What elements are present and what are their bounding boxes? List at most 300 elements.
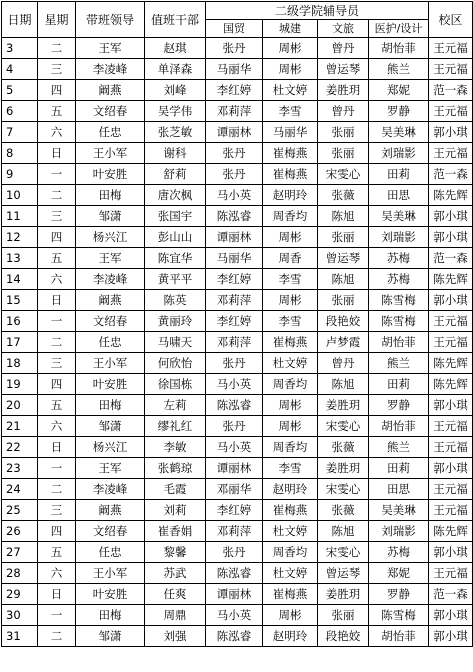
- yihu-cell: 吴美琳: [369, 206, 429, 227]
- lead-cell: 王军: [76, 458, 145, 479]
- duty-cell: 吴学伟: [145, 101, 206, 122]
- guomao-cell: 李红婷: [206, 269, 263, 290]
- weekday-cell: 二: [38, 626, 76, 647]
- duty-schedule-table: [1, 1, 473, 647]
- header-weekday: 星期: [38, 2, 76, 38]
- table-row: [2, 437, 473, 458]
- campus-cell: 王元福: [429, 437, 473, 458]
- wenlv-cell: 陈旭: [318, 269, 369, 290]
- guomao-cell: 马丽华: [206, 59, 263, 80]
- lead-cell: 叶安胜: [76, 374, 145, 395]
- weekday-cell: 二: [38, 185, 76, 206]
- date-cell: 22: [2, 437, 38, 458]
- date-cell: 23: [2, 458, 38, 479]
- date-cell: 10: [2, 185, 38, 206]
- wenlv-cell: 曾运琴: [318, 248, 369, 269]
- yihu-cell: 胡怡菲: [369, 626, 429, 647]
- header-chengjian: 城建: [263, 20, 318, 38]
- campus-cell: 王元福: [429, 59, 473, 80]
- weekday-cell: 五: [38, 248, 76, 269]
- lead-cell: 任忠: [76, 332, 145, 353]
- table-row: [2, 185, 473, 206]
- yihu-cell: 罗静: [369, 584, 429, 605]
- chengjian-cell: 杜文婷: [263, 563, 318, 584]
- chengjian-cell: 周彬: [263, 59, 318, 80]
- duty-cell: 陈英: [145, 290, 206, 311]
- lead-cell: 田梅: [76, 395, 145, 416]
- campus-cell: 陈先辉: [429, 374, 473, 395]
- weekday-cell: 四: [38, 80, 76, 101]
- lead-cell: 任忠: [76, 122, 145, 143]
- date-cell: 6: [2, 101, 38, 122]
- lead-cell: 王小军: [76, 563, 145, 584]
- campus-cell: 王元福: [429, 143, 473, 164]
- table-row: [2, 500, 473, 521]
- weekday-cell: 五: [38, 395, 76, 416]
- campus-cell: 王元福: [429, 101, 473, 122]
- wenlv-cell: 陈旭: [318, 206, 369, 227]
- date-cell: 29: [2, 584, 38, 605]
- yihu-cell: 刘瑞影: [369, 227, 429, 248]
- table-row: [2, 290, 473, 311]
- yihu-cell: 吴美琳: [369, 500, 429, 521]
- campus-cell: 郭小琪: [429, 290, 473, 311]
- wenlv-cell: 张丽: [318, 143, 369, 164]
- yihu-cell: 苏梅: [369, 269, 429, 290]
- yihu-cell: 田莉: [369, 458, 429, 479]
- campus-cell: 郭小琪: [429, 542, 473, 563]
- lead-cell: 叶安胜: [76, 584, 145, 605]
- campus-cell: 范一森: [429, 248, 473, 269]
- guomao-cell: 陈泓睿: [206, 563, 263, 584]
- table-row: [2, 479, 473, 500]
- weekday-cell: 六: [38, 269, 76, 290]
- lead-cell: 李凌峰: [76, 269, 145, 290]
- date-cell: 13: [2, 248, 38, 269]
- campus-cell: 王元福: [429, 479, 473, 500]
- chengjian-cell: 周彬: [263, 605, 318, 626]
- lead-cell: 阚燕: [76, 290, 145, 311]
- lead-cell: 田梅: [76, 605, 145, 626]
- yihu-cell: 吴美琳: [369, 122, 429, 143]
- guomao-cell: 马小英: [206, 185, 263, 206]
- lead-cell: 叶安胜: [76, 164, 145, 185]
- chengjian-cell: 周彬: [263, 395, 318, 416]
- campus-cell: 郭小琪: [429, 227, 473, 248]
- campus-cell: 范一森: [429, 164, 473, 185]
- guomao-cell: 邓莉萍: [206, 521, 263, 542]
- table-row: [2, 458, 473, 479]
- date-cell: 31: [2, 626, 38, 647]
- chengjian-cell: 周香: [263, 248, 318, 269]
- duty-cell: 张鹤琼: [145, 458, 206, 479]
- lead-cell: 杨兴江: [76, 227, 145, 248]
- guomao-cell: 陈泓睿: [206, 395, 263, 416]
- campus-cell: 陈先辉: [429, 521, 473, 542]
- date-cell: 7: [2, 122, 38, 143]
- duty-cell: 单泽森: [145, 59, 206, 80]
- yihu-cell: 田思: [369, 185, 429, 206]
- date-cell: 3: [2, 38, 38, 59]
- date-cell: 25: [2, 500, 38, 521]
- yihu-cell: 陈雪梅: [369, 290, 429, 311]
- guomao-cell: 张丹: [206, 542, 263, 563]
- yihu-cell: 胡怡菲: [369, 38, 429, 59]
- yihu-cell: 熊兰: [369, 437, 429, 458]
- date-cell: 16: [2, 311, 38, 332]
- wenlv-cell: 曾丹: [318, 353, 369, 374]
- wenlv-cell: 曾运琴: [318, 563, 369, 584]
- date-cell: 5: [2, 80, 38, 101]
- duty-cell: 刘峰: [145, 80, 206, 101]
- lead-cell: 邹潇: [76, 416, 145, 437]
- duty-cell: 彭山山: [145, 227, 206, 248]
- lead-cell: 文绍春: [76, 311, 145, 332]
- duty-cell: 左莉: [145, 395, 206, 416]
- header-counselor-group: 二级学院辅导员: [206, 2, 429, 20]
- campus-cell: 王元福: [429, 311, 473, 332]
- duty-cell: 唐次枫: [145, 185, 206, 206]
- guomao-cell: 谭丽林: [206, 227, 263, 248]
- campus-cell: 王元福: [429, 38, 473, 59]
- wenlv-cell: 张薇: [318, 500, 369, 521]
- guomao-cell: 马小英: [206, 605, 263, 626]
- date-cell: 12: [2, 227, 38, 248]
- wenlv-cell: 曾运琴: [318, 59, 369, 80]
- duty-cell: 刘莉: [145, 500, 206, 521]
- duty-cell: 徐国栋: [145, 374, 206, 395]
- campus-cell: 范一森: [429, 584, 473, 605]
- weekday-cell: 日: [38, 437, 76, 458]
- header-wenlv: 文旅: [318, 20, 369, 38]
- wenlv-cell: 姜胜玥: [318, 395, 369, 416]
- weekday-cell: 三: [38, 353, 76, 374]
- weekday-cell: 日: [38, 143, 76, 164]
- duty-cell: 黎馨: [145, 542, 206, 563]
- lead-cell: 王军: [76, 38, 145, 59]
- duty-cell: 黄平平: [145, 269, 206, 290]
- chengjian-cell: 马丽华: [263, 122, 318, 143]
- table-row: [2, 101, 473, 122]
- chengjian-cell: 周香均: [263, 437, 318, 458]
- chengjian-cell: 赵明玲: [263, 626, 318, 647]
- table-row: [2, 584, 473, 605]
- header-guomao: 国贸: [206, 20, 263, 38]
- weekday-cell: 二: [38, 332, 76, 353]
- table-row: [2, 143, 473, 164]
- date-cell: 21: [2, 416, 38, 437]
- chengjian-cell: 赵明玲: [263, 185, 318, 206]
- campus-cell: 郭小琪: [429, 206, 473, 227]
- table-row: [2, 542, 473, 563]
- date-cell: 8: [2, 143, 38, 164]
- guomao-cell: 李红婷: [206, 500, 263, 521]
- yihu-cell: 陈雪梅: [369, 311, 429, 332]
- guomao-cell: 张丹: [206, 143, 263, 164]
- duty-cell: 缪礼红: [145, 416, 206, 437]
- table-row: [2, 269, 473, 290]
- duty-cell: 赵琪: [145, 38, 206, 59]
- lead-cell: 文绍春: [76, 521, 145, 542]
- yihu-cell: 田思: [369, 479, 429, 500]
- wenlv-cell: 张丽: [318, 605, 369, 626]
- yihu-cell: 郑妮: [369, 80, 429, 101]
- lead-cell: 田梅: [76, 185, 145, 206]
- yihu-cell: 刘瑞影: [369, 143, 429, 164]
- guomao-cell: 李红婷: [206, 311, 263, 332]
- campus-cell: 陈先辉: [429, 353, 473, 374]
- campus-cell: 王元福: [429, 332, 473, 353]
- header-lead: 带班领导: [76, 2, 145, 38]
- table-row: [2, 416, 473, 437]
- guomao-cell: 马小英: [206, 374, 263, 395]
- chengjian-cell: 周彬: [263, 227, 318, 248]
- weekday-cell: 二: [38, 479, 76, 500]
- date-cell: 19: [2, 374, 38, 395]
- weekday-cell: 三: [38, 206, 76, 227]
- date-cell: 30: [2, 605, 38, 626]
- table-row: [2, 374, 473, 395]
- chengjian-cell: 崔梅燕: [263, 164, 318, 185]
- chengjian-cell: 赵明玲: [263, 479, 318, 500]
- weekday-cell: 一: [38, 311, 76, 332]
- yihu-cell: 田莉: [369, 164, 429, 185]
- wenlv-cell: 张薇: [318, 437, 369, 458]
- chengjian-cell: 周彬: [263, 290, 318, 311]
- guomao-cell: 谭丽林: [206, 458, 263, 479]
- chengjian-cell: 李雪: [263, 269, 318, 290]
- weekday-cell: 一: [38, 605, 76, 626]
- guomao-cell: 陈泓睿: [206, 206, 263, 227]
- chengjian-cell: 杜文婷: [263, 80, 318, 101]
- wenlv-cell: 张丽: [318, 122, 369, 143]
- chengjian-cell: 周彬: [263, 38, 318, 59]
- table-row: [2, 521, 473, 542]
- yihu-cell: 田莉: [369, 374, 429, 395]
- lead-cell: 任忠: [76, 542, 145, 563]
- guomao-cell: 邓莉萍: [206, 290, 263, 311]
- yihu-cell: 陈雪梅: [369, 605, 429, 626]
- wenlv-cell: 宋雯心: [318, 479, 369, 500]
- wenlv-cell: 宋雯心: [318, 542, 369, 563]
- date-cell: 18: [2, 353, 38, 374]
- date-cell: 27: [2, 542, 38, 563]
- guomao-cell: 邓莉萍: [206, 101, 263, 122]
- weekday-cell: 五: [38, 542, 76, 563]
- duty-cell: 张国宇: [145, 206, 206, 227]
- chengjian-cell: 李雪: [263, 101, 318, 122]
- guomao-cell: 张丹: [206, 164, 263, 185]
- chengjian-cell: 崔梅燕: [263, 332, 318, 353]
- weekday-cell: 三: [38, 500, 76, 521]
- campus-cell: 王元福: [429, 563, 473, 584]
- weekday-cell: 一: [38, 458, 76, 479]
- duty-cell: 舒莉: [145, 164, 206, 185]
- chengjian-cell: 周香均: [263, 374, 318, 395]
- duty-cell: 周鼎: [145, 605, 206, 626]
- lead-cell: 王小军: [76, 353, 145, 374]
- wenlv-cell: 姜胜玥: [318, 584, 369, 605]
- wenlv-cell: 张薇: [318, 185, 369, 206]
- yihu-cell: 熊兰: [369, 353, 429, 374]
- header-date: 日期: [2, 2, 38, 38]
- chengjian-cell: 崔梅燕: [263, 143, 318, 164]
- table-row: [2, 206, 473, 227]
- table-row: [2, 248, 473, 269]
- lead-cell: 杨兴江: [76, 437, 145, 458]
- campus-cell: 郭小琪: [429, 395, 473, 416]
- table-row: [2, 605, 473, 626]
- date-cell: 24: [2, 479, 38, 500]
- weekday-cell: 四: [38, 227, 76, 248]
- date-cell: 17: [2, 332, 38, 353]
- wenlv-cell: 段艳姣: [318, 311, 369, 332]
- lead-cell: 阚燕: [76, 500, 145, 521]
- date-cell: 28: [2, 563, 38, 584]
- wenlv-cell: 曾丹: [318, 101, 369, 122]
- wenlv-cell: 段艳姣: [318, 626, 369, 647]
- wenlv-cell: 曾丹: [318, 38, 369, 59]
- table-row: [2, 80, 473, 101]
- table-row: [2, 122, 473, 143]
- yihu-cell: 罗静: [369, 101, 429, 122]
- weekday-cell: 六: [38, 416, 76, 437]
- weekday-cell: 日: [38, 584, 76, 605]
- duty-cell: 毛霞: [145, 479, 206, 500]
- weekday-cell: 日: [38, 290, 76, 311]
- guomao-cell: 张丹: [206, 416, 263, 437]
- weekday-cell: 四: [38, 521, 76, 542]
- duty-cell: 苏武: [145, 563, 206, 584]
- guomao-cell: 陈泓睿: [206, 626, 263, 647]
- yihu-cell: 熊兰: [369, 59, 429, 80]
- yihu-cell: 罗静: [369, 395, 429, 416]
- campus-cell: 陈先辉: [429, 185, 473, 206]
- weekday-cell: 一: [38, 164, 76, 185]
- wenlv-cell: 陈旭: [318, 521, 369, 542]
- chengjian-cell: 崔梅燕: [263, 500, 318, 521]
- campus-cell: 王元福: [429, 500, 473, 521]
- weekday-cell: 五: [38, 101, 76, 122]
- chengjian-cell: 崔梅燕: [263, 584, 318, 605]
- lead-cell: 王军: [76, 248, 145, 269]
- guomao-cell: 李红婷: [206, 80, 263, 101]
- campus-cell: 范一森: [429, 80, 473, 101]
- guomao-cell: 邓莉萍: [206, 332, 263, 353]
- header-duty: 值班干部: [145, 2, 206, 38]
- date-cell: 26: [2, 521, 38, 542]
- campus-cell: 王元福: [429, 416, 473, 437]
- chengjian-cell: 周香均: [263, 542, 318, 563]
- table-row: [2, 164, 473, 185]
- date-cell: 14: [2, 269, 38, 290]
- duty-cell: 何欣怡: [145, 353, 206, 374]
- lead-cell: 邹潇: [76, 206, 145, 227]
- wenlv-cell: 张丽: [318, 227, 369, 248]
- wenlv-cell: 宋雯心: [318, 416, 369, 437]
- duty-cell: 黄丽玲: [145, 311, 206, 332]
- table-row: [2, 332, 473, 353]
- lead-cell: 文绍春: [76, 101, 145, 122]
- lead-cell: 邹潇: [76, 626, 145, 647]
- duty-cell: 任爽: [145, 584, 206, 605]
- yihu-cell: 胡怡菲: [369, 416, 429, 437]
- duty-cell: 谢科: [145, 143, 206, 164]
- yihu-cell: 苏梅: [369, 248, 429, 269]
- guomao-cell: 张丹: [206, 353, 263, 374]
- chengjian-cell: 杜文婷: [263, 521, 318, 542]
- campus-cell: 郭小琪: [429, 122, 473, 143]
- guomao-cell: 谭丽林: [206, 122, 263, 143]
- header-yihu-sheji: 医护/设计: [369, 20, 429, 38]
- header-campus: 校区: [429, 2, 473, 38]
- guomao-cell: 谭丽林: [206, 584, 263, 605]
- duty-cell: 刘强: [145, 626, 206, 647]
- chengjian-cell: 周香均: [263, 206, 318, 227]
- guomao-cell: 马小英: [206, 437, 263, 458]
- yihu-cell: 胡怡菲: [369, 332, 429, 353]
- wenlv-cell: 姜胜玥: [318, 458, 369, 479]
- wenlv-cell: 陈旭: [318, 374, 369, 395]
- campus-cell: 郭小琪: [429, 458, 473, 479]
- date-cell: 9: [2, 164, 38, 185]
- table-row: [2, 227, 473, 248]
- table-row: [2, 59, 473, 80]
- lead-cell: 阚燕: [76, 80, 145, 101]
- lead-cell: 王小军: [76, 143, 145, 164]
- yihu-cell: 苏梅: [369, 542, 429, 563]
- lead-cell: 李凌峰: [76, 59, 145, 80]
- duty-cell: 李敏: [145, 437, 206, 458]
- chengjian-cell: 李雪: [263, 311, 318, 332]
- duty-cell: 马啸天: [145, 332, 206, 353]
- table-row: [2, 395, 473, 416]
- date-cell: 4: [2, 59, 38, 80]
- date-cell: 11: [2, 206, 38, 227]
- campus-cell: 郭小琪: [429, 605, 473, 626]
- wenlv-cell: 宋雯心: [318, 164, 369, 185]
- weekday-cell: 六: [38, 563, 76, 584]
- guomao-cell: 邓丽华: [206, 479, 263, 500]
- table-row: [2, 311, 473, 332]
- duty-cell: 陈宜华: [145, 248, 206, 269]
- weekday-cell: 三: [38, 59, 76, 80]
- guomao-cell: 张丹: [206, 38, 263, 59]
- campus-cell: 陈先辉: [429, 269, 473, 290]
- campus-cell: 郭小琪: [429, 626, 473, 647]
- weekday-cell: 六: [38, 122, 76, 143]
- yihu-cell: 刘瑞影: [369, 521, 429, 542]
- schedule-body: [2, 38, 473, 647]
- wenlv-cell: 姜胜玥: [318, 80, 369, 101]
- yihu-cell: 郑妮: [369, 563, 429, 584]
- table-row: [2, 353, 473, 374]
- duty-cell: 张芝敏: [145, 122, 206, 143]
- wenlv-cell: 卢梦霞: [318, 332, 369, 353]
- chengjian-cell: 周彬: [263, 416, 318, 437]
- chengjian-cell: 李雪: [263, 458, 318, 479]
- date-cell: 20: [2, 395, 38, 416]
- lead-cell: 李凌峰: [76, 479, 145, 500]
- date-cell: 15: [2, 290, 38, 311]
- table-row: [2, 563, 473, 584]
- table-row: [2, 626, 473, 647]
- duty-cell: 崔香娟: [145, 521, 206, 542]
- guomao-cell: 马丽华: [206, 248, 263, 269]
- table-row: [2, 38, 473, 59]
- wenlv-cell: 张丽: [318, 290, 369, 311]
- weekday-cell: 四: [38, 374, 76, 395]
